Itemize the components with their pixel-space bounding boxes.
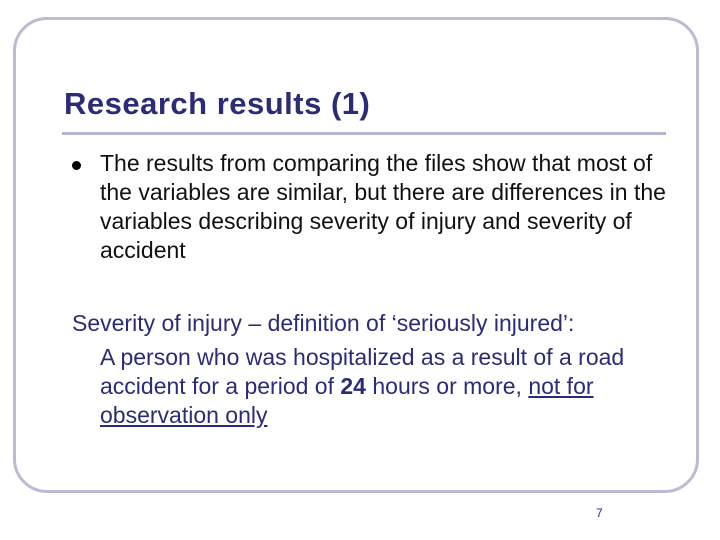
definition-hours: 24 — [340, 373, 366, 399]
severity-heading: Severity of injury – definition of ‘seriously injured’: — [72, 310, 575, 336]
definition-underlined: not for observation only — [100, 373, 594, 428]
bullet-text: The results from comparing the files show that most of the variables are similar, but there are differences in the variables describing severity of injury and severity of accident — [100, 150, 666, 263]
slide-title: Research results (1) — [64, 86, 371, 121]
definition-part2: hours or more, — [365, 373, 529, 399]
title-divider — [62, 132, 666, 135]
definition-part1: A person who was hospitalized as a result of a road accident for a period of — [100, 344, 625, 399]
page-number: 7 — [596, 506, 603, 520]
bullet-dot-icon — [72, 161, 81, 170]
definition-text — [100, 343, 675, 430]
